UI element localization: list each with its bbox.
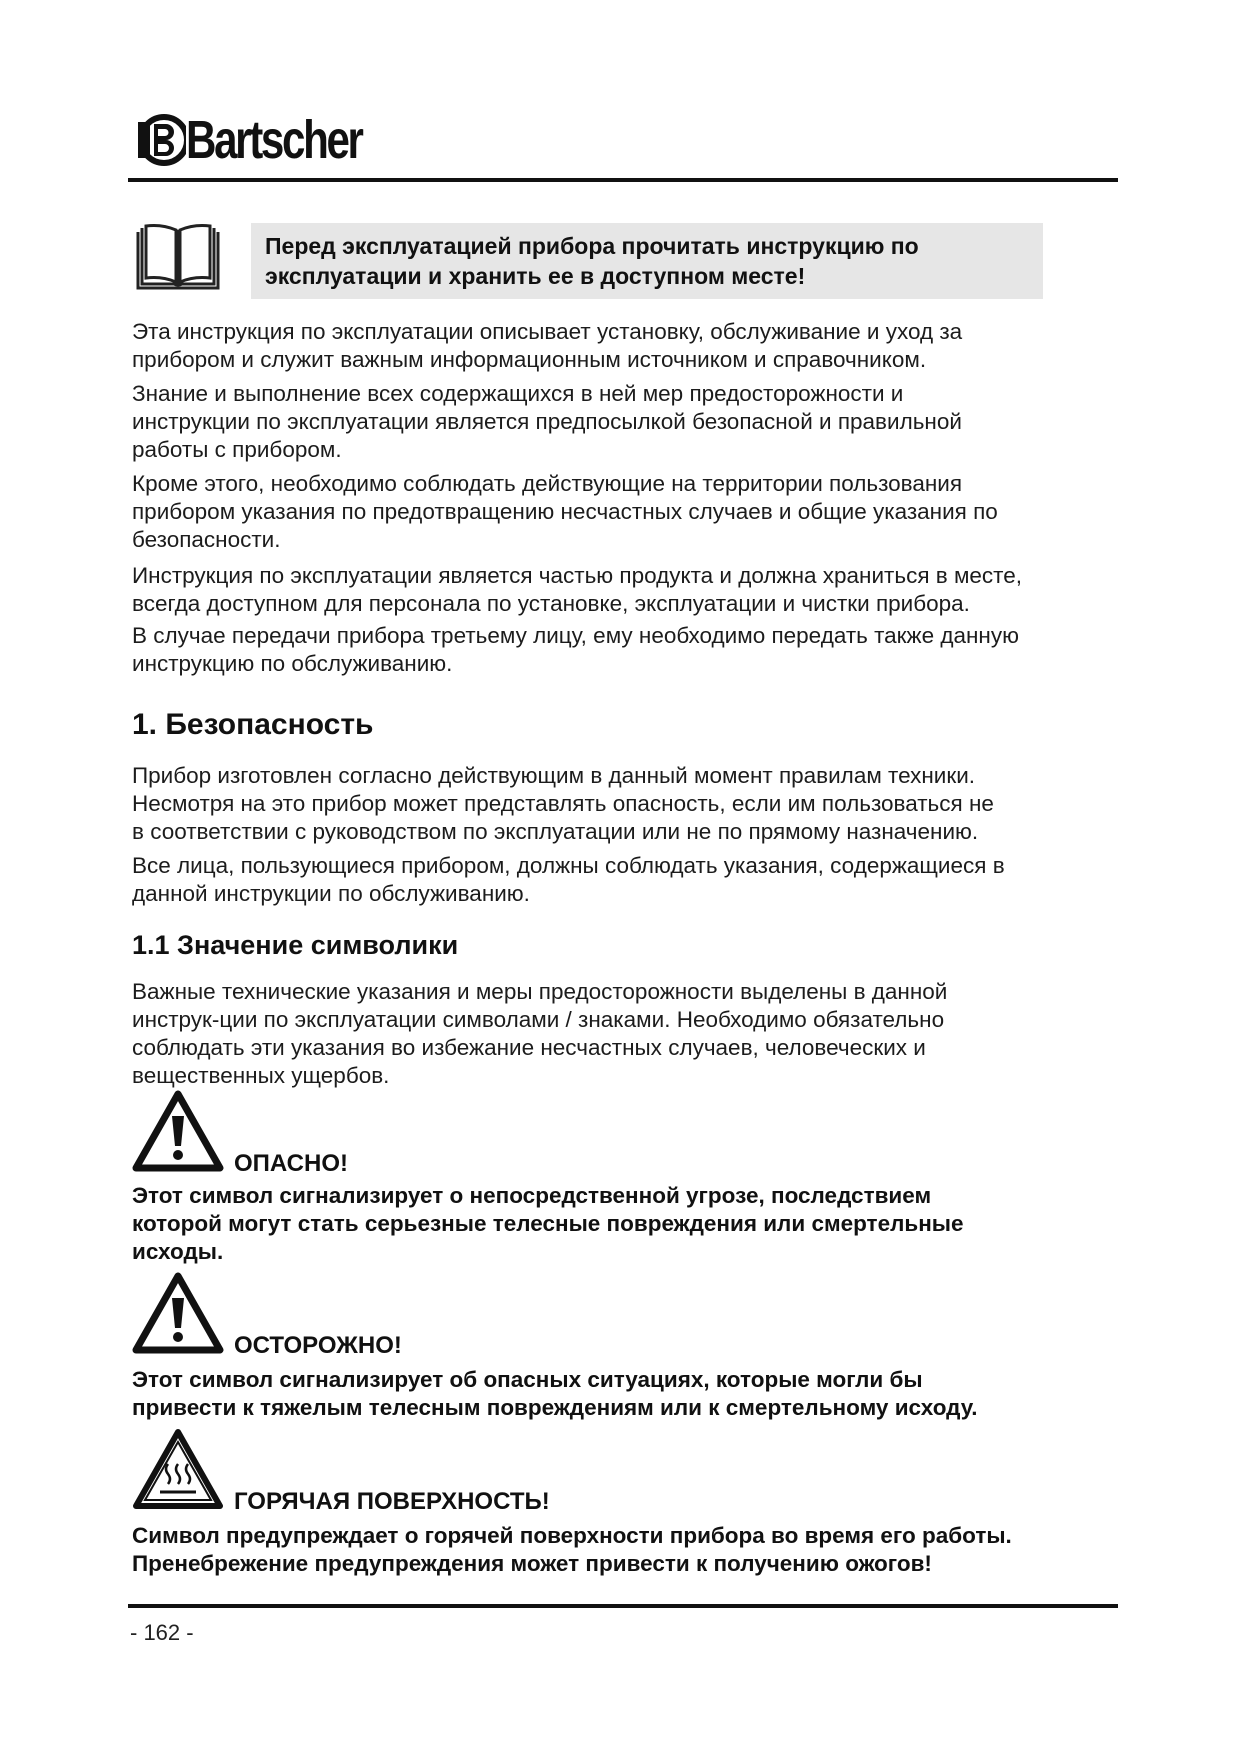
intro-paragraph-3 bbox=[132, 470, 1132, 554]
intro-paragraph-2 bbox=[132, 380, 1132, 464]
section-heading-symbols: 1.1 Значение символики bbox=[132, 930, 459, 960]
warning-title-danger: ОПАСНО! bbox=[234, 1150, 348, 1177]
safety-paragraph-2 bbox=[132, 852, 1132, 908]
brand-name: Bartscher bbox=[186, 110, 362, 170]
safety-text-1: Прибор изготовлен согласно действующим в данный момент правилам техники. Несмотря на это прибор может представлять опасность, если им пользоваться не в соответствии с руководством по эксплуатации или не по прямому назначению. bbox=[132, 763, 994, 844]
safety-paragraph-1 bbox=[132, 762, 1132, 846]
intro-text-1: Эта инструкция по эксплуатации описывает установку, обслуживание и уход за прибором и служит важным информационным источником и справочником. bbox=[132, 319, 963, 372]
warning-text-hot-surface bbox=[132, 1522, 1132, 1578]
intro-text-4: Инструкция по эксплуатации является частью продукта и должна храниться в месте, всегда доступном для персонала по установке, эксплуатации и чистки прибора. bbox=[132, 563, 1023, 616]
notice-text: Перед эксплуатацией прибора прочитать инструкцию по эксплуатации и хранить ее в доступном месте! bbox=[265, 233, 919, 289]
warning-title-hot-surface: ГОРЯЧАЯ ПОВЕРХНОСТЬ! bbox=[234, 1488, 550, 1515]
warning-title-caution: ОСТОРОЖНО! bbox=[234, 1332, 402, 1359]
symbols-paragraph bbox=[132, 978, 1132, 1090]
brand-logo bbox=[136, 108, 411, 172]
symbols-text: Важные технические указания и меры предосторожности выделены в данной инструк-ции по эксплуатации символами / знаками. Необходимо обязательно соблюдать эти указания во избежание несчастных случаев, человеческих и вещественных ущербов. bbox=[132, 979, 948, 1088]
intro-paragraph-5 bbox=[132, 622, 1132, 678]
warning-body-caution: Этот символ сигнализирует об опасных ситуациях, которые могли бы привести к тяжелым телесным повреждениям или к смертельному исходу. bbox=[132, 1367, 978, 1420]
book-icon bbox=[134, 222, 222, 294]
warning-body-hot-surface: Символ предупреждает о горячей поверхности прибора во время его работы. Пренебрежение предупреждения может привести к получению ожогов! bbox=[132, 1523, 1012, 1576]
warning-text-danger bbox=[132, 1182, 1132, 1266]
intro-text-2: Знание и выполнение всех содержащихся в ней мер предосторожности и инструкции по эксплуатации является предпосылкой безопасной и правильной работы с прибором. bbox=[132, 381, 962, 462]
page-number: - 162 - bbox=[130, 1620, 194, 1645]
header-rule bbox=[128, 178, 1118, 182]
intro-text-3: Кроме этого, необходимо соблюдать действующие на территории пользования прибором указания по предотвращению несчастных случаев и общие указания по безопасности. bbox=[132, 471, 998, 552]
read-manual-notice bbox=[251, 223, 1043, 299]
footer-rule bbox=[128, 1604, 1118, 1608]
warning-body-danger: Этот символ сигнализирует о непосредственной угрозе, последствием которой могут стать серьезные телесные повреждения или смертельные исходы. bbox=[132, 1183, 964, 1264]
intro-paragraph-1 bbox=[132, 318, 1132, 374]
logo-b-icon bbox=[136, 112, 186, 168]
section-heading-safety: 1. Безопасность bbox=[132, 708, 374, 741]
hot-surface-triangle-icon bbox=[132, 1428, 224, 1510]
intro-text-5: В случае передачи прибора третьему лицу, ему необходимо передать также данную инструкцию по обслуживанию. bbox=[132, 623, 1019, 676]
exclamation-triangle-icon bbox=[132, 1090, 224, 1172]
warning-text-caution bbox=[132, 1366, 1132, 1422]
safety-text-2: Все лица, пользующиеся прибором, должны соблюдать указания, содержащиеся в данной инструкции по обслуживанию. bbox=[132, 853, 1005, 906]
intro-paragraph-4 bbox=[132, 562, 1132, 618]
exclamation-triangle-icon bbox=[132, 1272, 224, 1354]
